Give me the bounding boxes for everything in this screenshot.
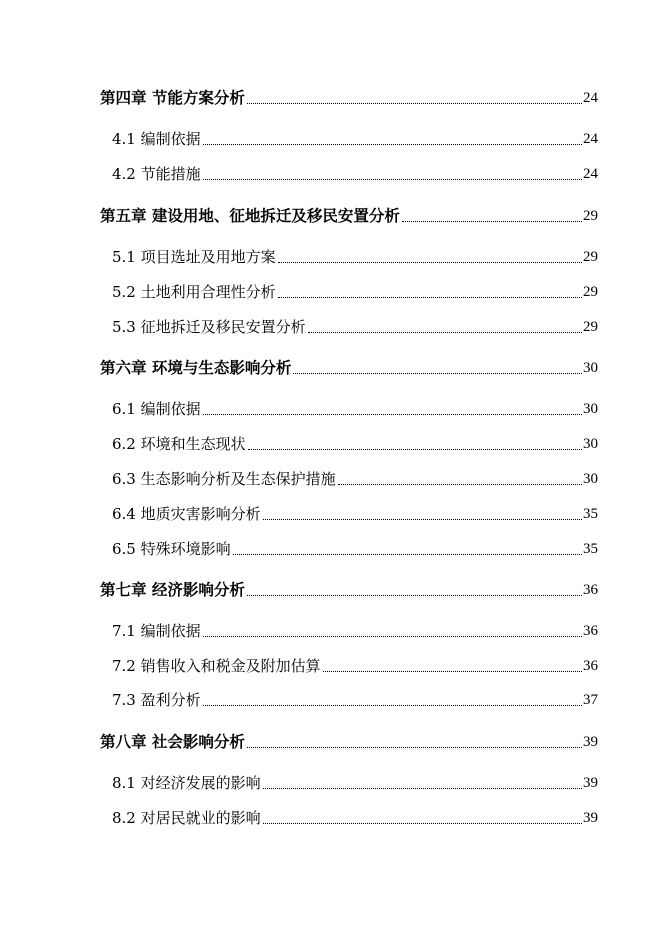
toc-section-entry[interactable] <box>112 281 598 303</box>
toc-entry-label: 6.3 生态影响分析及生态保护措施 <box>112 470 336 488</box>
toc-section-entry[interactable] <box>112 398 598 420</box>
toc-page-number: 39 <box>583 734 598 750</box>
toc-section-entry[interactable] <box>112 128 598 150</box>
toc-dot-leader <box>203 636 582 637</box>
toc-page-number: 37 <box>583 692 598 708</box>
toc-section-entry[interactable] <box>112 807 598 829</box>
toc-dot-leader <box>402 221 582 222</box>
toc-entry-label: 第七章 经济影响分析 <box>100 581 245 599</box>
toc-page-number: 30 <box>583 471 598 487</box>
toc-section-entry[interactable] <box>112 772 598 794</box>
toc-page-number: 24 <box>583 166 598 182</box>
toc-page-number: 30 <box>583 401 598 417</box>
toc-dot-leader <box>203 705 582 706</box>
toc-section-entry[interactable] <box>112 620 598 642</box>
toc-entry-label: 5.1 项目选址及用地方案 <box>112 248 276 266</box>
toc-section-entry[interactable] <box>112 246 598 268</box>
toc-section-entry[interactable] <box>112 433 598 455</box>
toc-dot-leader <box>203 414 582 415</box>
toc-page-number: 29 <box>583 249 598 265</box>
toc-entry-label: 6.2 环境和生态现状 <box>112 435 246 453</box>
toc-dot-leader <box>233 554 582 555</box>
toc-section-entry[interactable] <box>112 538 598 560</box>
toc-dot-leader <box>247 747 582 748</box>
toc-dot-leader <box>263 788 582 789</box>
toc-page-number: 29 <box>583 319 598 335</box>
toc-page-number: 35 <box>583 506 598 522</box>
toc-page-number: 39 <box>583 810 598 826</box>
toc-chapter-entry[interactable] <box>100 205 598 227</box>
toc-dot-leader <box>338 484 582 485</box>
toc-entry-label: 5.2 土地利用合理性分析 <box>112 283 276 301</box>
toc-chapter-entry[interactable] <box>100 579 598 601</box>
toc-dot-leader <box>293 373 582 374</box>
toc-entry-label: 6.1 编制依据 <box>112 400 201 418</box>
toc-entry-label: 第八章 社会影响分析 <box>100 733 245 751</box>
toc-page-number: 35 <box>583 541 598 557</box>
toc-section-entry[interactable] <box>112 316 598 338</box>
toc-dot-leader <box>263 519 582 520</box>
toc-page-number: 29 <box>583 284 598 300</box>
toc-section-entry[interactable] <box>112 163 598 185</box>
toc-dot-leader <box>323 671 582 672</box>
toc-dot-leader <box>247 103 582 104</box>
toc-page-number: 24 <box>583 131 598 147</box>
toc-dot-leader <box>247 595 582 596</box>
toc-entry-label: 4.1 编制依据 <box>112 130 201 148</box>
toc-page-number: 36 <box>583 582 598 598</box>
toc-dot-leader <box>203 144 582 145</box>
toc-entry-label: 第六章 环境与生态影响分析 <box>100 359 292 377</box>
toc-entry-label: 7.1 编制依据 <box>112 622 201 640</box>
toc-entry-label: 7.3 盈利分析 <box>112 691 201 709</box>
toc-dot-leader <box>263 823 582 824</box>
toc-page-number: 36 <box>583 623 598 639</box>
toc-chapter-entry[interactable] <box>100 731 598 753</box>
toc-entry-label: 7.2 销售收入和税金及附加估算 <box>112 657 321 675</box>
toc-chapter-entry[interactable] <box>100 357 598 379</box>
toc-page-number: 30 <box>583 436 598 452</box>
toc-entry-label: 第四章 节能方案分析 <box>100 89 245 107</box>
toc-dot-leader <box>308 332 582 333</box>
toc-entry-label: 5.3 征地拆迁及移民安置分析 <box>112 318 306 336</box>
toc-entry-label: 6.5 特殊环境影响 <box>112 540 231 558</box>
toc-section-entry[interactable] <box>112 468 598 490</box>
toc-page-number: 36 <box>583 658 598 674</box>
toc-page-number: 24 <box>583 90 598 106</box>
toc-entry-label: 8.2 对居民就业的影响 <box>112 809 261 827</box>
toc-entry-label: 6.4 地质灾害影响分析 <box>112 505 261 523</box>
toc-dot-leader <box>278 262 582 263</box>
toc-chapter-entry[interactable] <box>100 87 598 109</box>
toc-page-number: 39 <box>583 775 598 791</box>
toc-section-entry[interactable] <box>112 689 598 711</box>
toc-dot-leader <box>203 179 582 180</box>
toc-section-entry[interactable] <box>112 503 598 525</box>
toc-entry-label: 4.2 节能措施 <box>112 165 201 183</box>
toc-entry-label: 8.1 对经济发展的影响 <box>112 774 261 792</box>
toc-entry-label: 第五章 建设用地、征地拆迁及移民安置分析 <box>100 207 400 225</box>
toc-dot-leader <box>248 449 582 450</box>
toc-dot-leader <box>278 297 582 298</box>
toc-page-number: 29 <box>583 208 598 224</box>
toc-section-entry[interactable] <box>112 655 598 677</box>
toc-page-number: 30 <box>583 360 598 376</box>
